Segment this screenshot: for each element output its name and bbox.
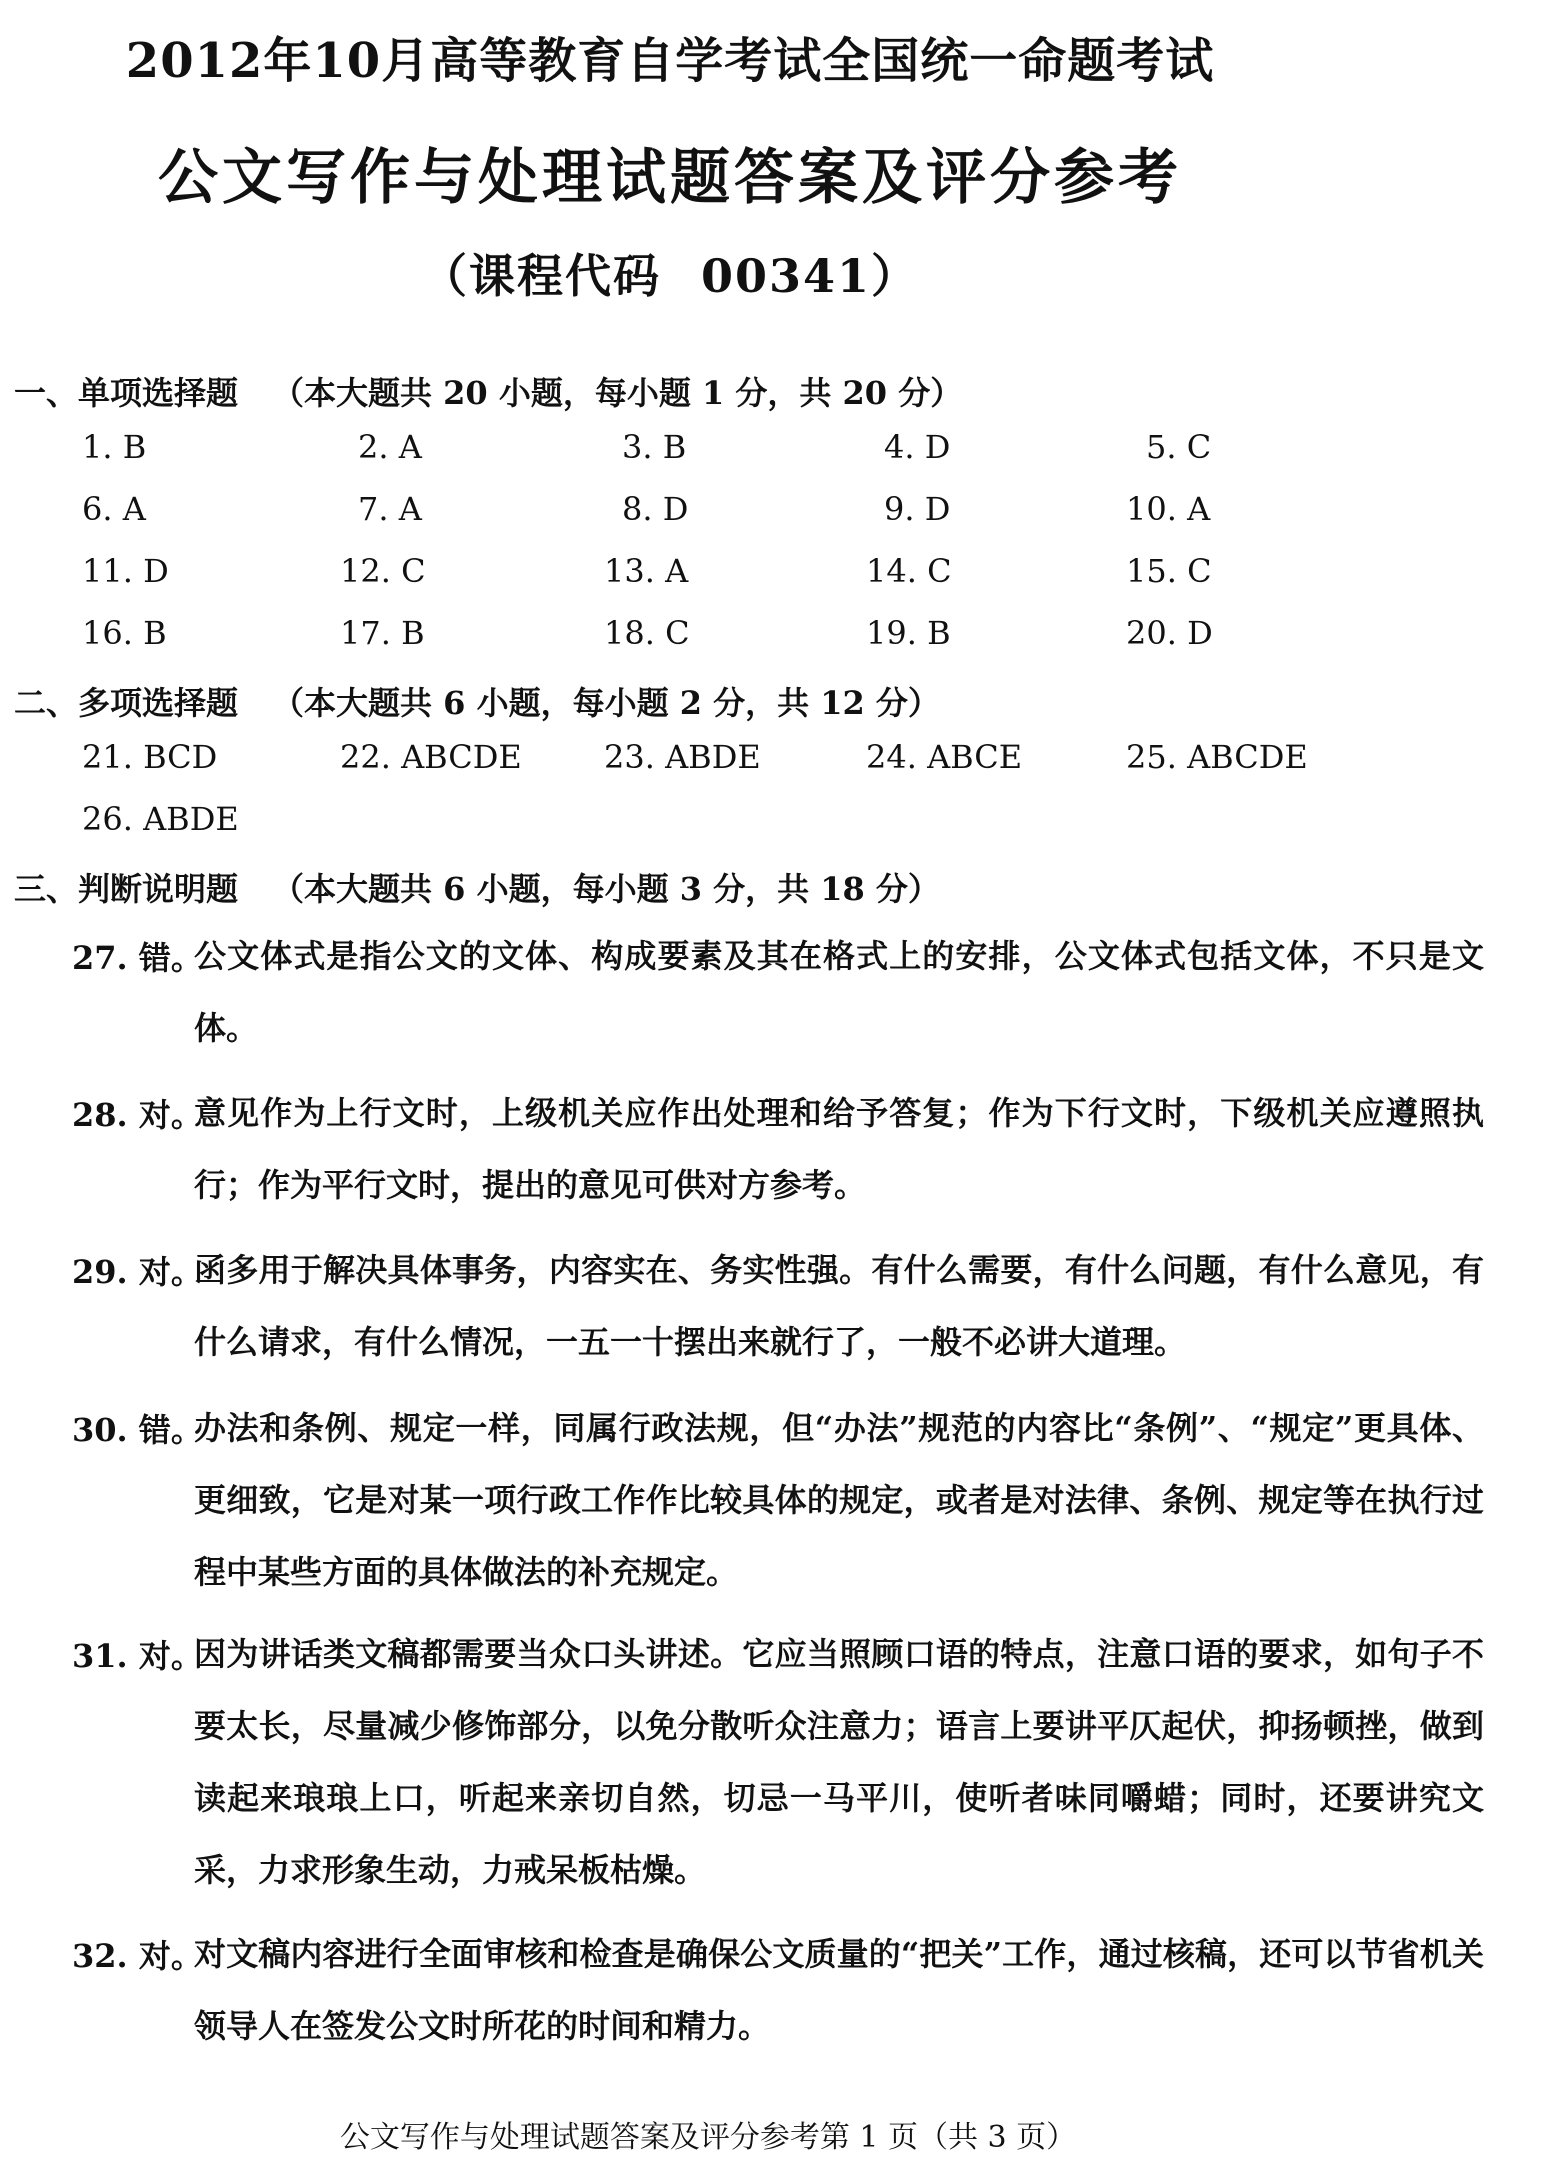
- answer-9: 9. D: [884, 490, 951, 528]
- section1-title: 一、单项选择题: [14, 374, 239, 412]
- answer-17: 17. B: [340, 614, 425, 652]
- document-title: 公文写作与处理试题答案及评分参考: [158, 143, 1182, 213]
- answer-1: 1. B: [82, 428, 147, 466]
- judgment-item-27: [72, 920, 1492, 1070]
- section1-row-4: [0, 614, 1556, 660]
- judgment-label: 30. 错。: [72, 1411, 203, 1449]
- answer-2: 2. A: [358, 428, 422, 466]
- course-code: [0, 240, 1340, 306]
- judgment-text: 公文体式是指公文的文体、构成要素及其在格式上的安排，公文体式包括文体，不只是文体。: [194, 937, 1484, 1047]
- judgment-item-30: [72, 1392, 1492, 1612]
- judgment-item-29: [72, 1234, 1492, 1384]
- course-code-value: 00341）: [700, 249, 920, 303]
- course-code-label: （课程代码: [420, 249, 661, 303]
- section2-note: （本大题共 6 小题，每小题 2 分，共 12 分）: [272, 684, 940, 722]
- answer-23: 23. ABDE: [604, 738, 761, 776]
- answer-10: 10. A: [1126, 490, 1211, 528]
- section1-row-3: [0, 552, 1556, 598]
- answer-21: 21. BCD: [82, 738, 218, 776]
- answer-12: 12. C: [340, 552, 426, 590]
- exam-title: 2012年10月高等教育自学考试全国统一命题考试: [125, 33, 1215, 89]
- answer-19: 19. B: [866, 614, 951, 652]
- answer-5: 5. C: [1146, 428, 1212, 466]
- judgment-label: 31. 对。: [72, 1637, 203, 1675]
- judgment-label: 29. 对。: [72, 1253, 203, 1291]
- section2-row-1: [0, 738, 1556, 784]
- section2-title: 二、多项选择题: [14, 684, 239, 722]
- answer-24: 24. ABCE: [866, 738, 1023, 776]
- judgment-label: 28. 对。: [72, 1096, 203, 1134]
- answer-22: 22. ABCDE: [340, 738, 522, 776]
- answer-14: 14. C: [866, 552, 952, 590]
- answer-18: 18. C: [604, 614, 690, 652]
- answer-16: 16. B: [82, 614, 167, 652]
- answer-4: 4. D: [884, 428, 951, 466]
- section1-row-2: [0, 490, 1556, 536]
- answer-11: 11. D: [82, 552, 169, 590]
- answer-8: 8. D: [622, 490, 689, 528]
- judgment-item-31: [72, 1618, 1492, 1908]
- section3-note: （本大题共 6 小题，每小题 3 分，共 18 分）: [272, 870, 940, 908]
- judgment-item-28: [72, 1077, 1492, 1227]
- section2-row-2: [0, 800, 1556, 846]
- page-footer: 公文写作与处理试题答案及评分参考第 1 页（共 3 页）: [339, 2120, 1077, 2155]
- answer-15: 15. C: [1126, 552, 1212, 590]
- answer-3: 3. B: [622, 428, 687, 466]
- section1-row-1: [0, 428, 1556, 474]
- section1-note: （本大题共 20 小题，每小题 1 分，共 20 分）: [272, 374, 963, 412]
- section1-heading: [14, 368, 962, 414]
- judgment-text: 因为讲话类文稿都需要当众口头讲述。它应当照顾口语的特点，注意口语的要求，如句子不要太长，尽量减少修饰部分，以免分散听众注意力；语言上要讲平仄起伏，抑扬顿挫，做到读起来琅琅上口，听起来亲切自然，切忌一马平川，使听者味同嚼蜡；同时，还要讲究文采，力求形象生动，力戒呆板枯燥。: [194, 1635, 1484, 1889]
- answer-13: 13. A: [604, 552, 689, 590]
- judgment-text: 办法和条例、规定一样，同属行政法规，但“办法”规范的内容比“条例”、“规定”更具体、更细致，它是对某一项行政工作作比较具体的规定，或者是对法律、条例、规定等在执行过程中某些方面的具体做法的补充规定。: [194, 1409, 1484, 1591]
- judgment-label: 32. 对。: [72, 1937, 203, 1975]
- answer-7: 7. A: [358, 490, 422, 528]
- judgment-item-32: [72, 1918, 1492, 2068]
- judgment-label: 27. 错。: [72, 939, 203, 977]
- judgment-text: 对文稿内容进行全面审核和检查是确保公文质量的“把关”工作，通过核稿，还可以节省机关领导人在签发公文时所花的时间和精力。: [194, 1935, 1484, 2045]
- answer-20: 20. D: [1126, 614, 1213, 652]
- judgment-text: 函多用于解决具体事务，内容实在、务实性强。有什么需要，有什么问题，有什么意见，有什么请求，有什么情况，一五一十摆出来就行了，一般不必讲大道理。: [194, 1251, 1484, 1361]
- answer-6: 6. A: [82, 490, 146, 528]
- judgment-text: 意见作为上行文时，上级机关应作出处理和给予答复；作为下行文时，下级机关应遵照执行；作为平行文时，提出的意见可供对方参考。: [194, 1094, 1484, 1204]
- answer-26: 26. ABDE: [82, 800, 239, 838]
- section3-title: 三、判断说明题: [14, 870, 239, 908]
- answer-25: 25. ABCDE: [1126, 738, 1308, 776]
- section3-heading: [14, 864, 940, 910]
- section2-heading: [14, 678, 940, 724]
